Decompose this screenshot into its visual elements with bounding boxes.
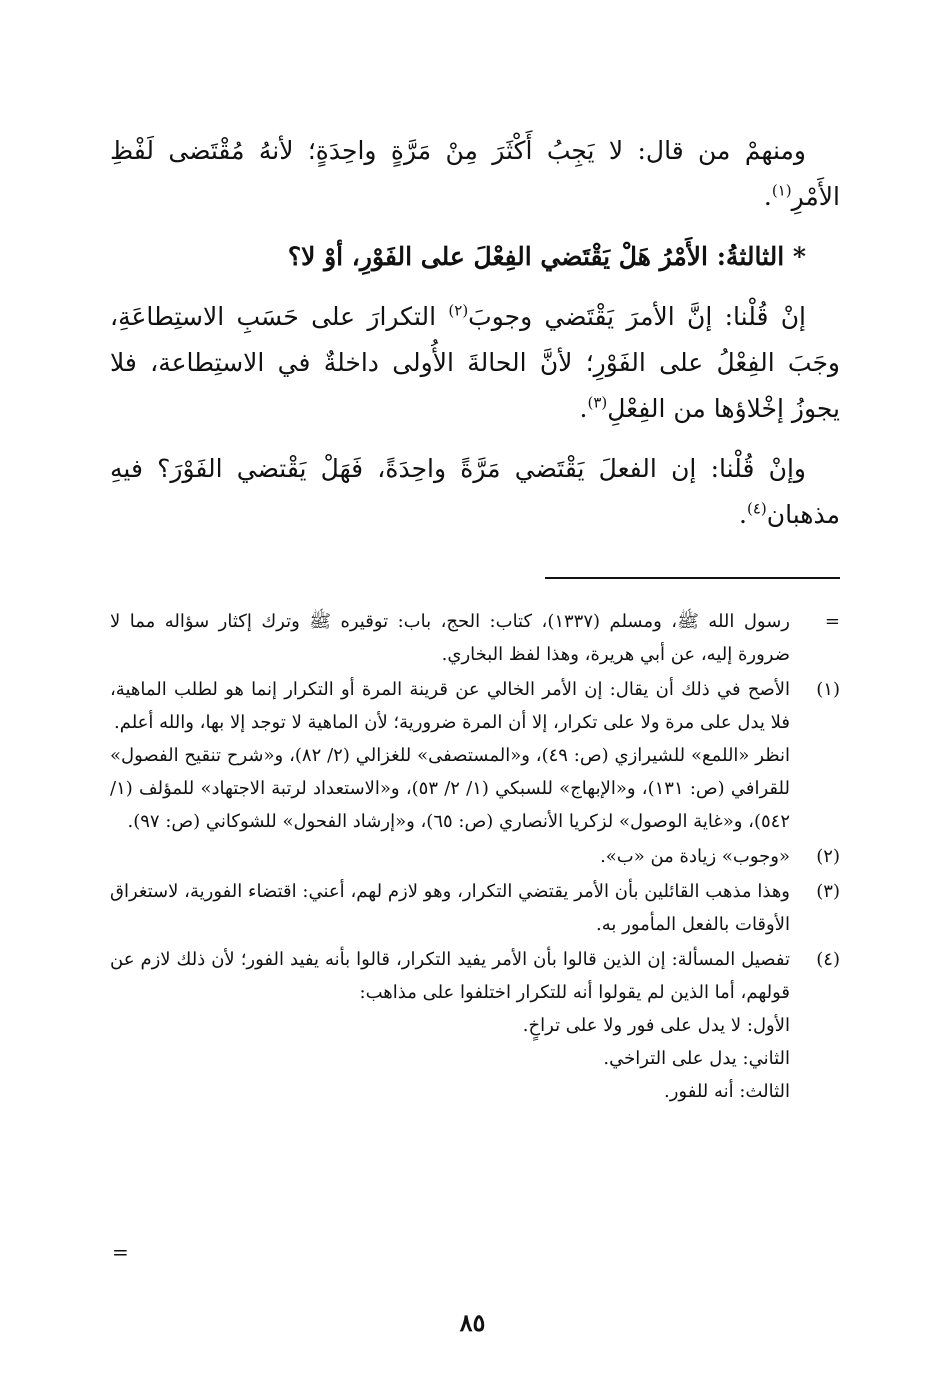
footnote-ref-3[interactable]: (٣) bbox=[587, 393, 608, 412]
footnote-2: (٢) «وجوب» زيادة من «ب». bbox=[110, 840, 840, 873]
footnote-4-item-2: الثاني: يدل على التراخي. bbox=[603, 1048, 790, 1069]
footnote-ref-2[interactable]: (٢) bbox=[448, 301, 469, 320]
paragraph-3: وإنْ قُلْنا: إن الفعلَ يَقْتَضي مَرَّةً واحِدَةً، فَهَلْ يَقْتضي الفَوْرَ؟ فيهِ مذهبان$^{(٤)}$. bbox=[110, 454, 840, 529]
footnotes bbox=[110, 605, 840, 1110]
footnote-continuation: = رسول الله ﷺ، ومسلم (١٣٣٧)، كتاب: الحج، باب: توقيره ﷺ وترك إكثار سؤاله مما لا ضرورة إليه، عن أبي هريرة، وهذا لفظ البخاري. bbox=[110, 605, 840, 671]
footnote-4: (٤) تفصيل المسألة: إن الذين قالوا بأن الأمر يفيد التكرار، قالوا بأنه يفيد الفور؛ لأن ذلك لازم عن قولهم، أما الذين لم يقولوا أنه للتكرار اختلفوا على مذاهب: الأول: لا يدل على فور ولا على تراخٍ. الثاني: يدل على التراخي. الثالث: أنه للفور. bbox=[110, 943, 840, 1108]
continuation-marker: = bbox=[824, 611, 840, 632]
continued-marker: = bbox=[112, 1240, 129, 1264]
footnote-separator bbox=[545, 577, 840, 579]
footnote-3: (٣) وهذا مذهب القائلين بأن الأمر يقتضي التكرار، وهو لازم لهم، أعني: اقتضاء الفورية، لاستغراق الأوقات بالفعل المأمور به. bbox=[110, 875, 840, 941]
footnote-1: (١) الأصح في ذلك أن يقال: إن الأمر الخالي عن قرينة المرة أو التكرار إنما هو لطلب الماهية، فلا يدل على مرة ولا على تكرار، إلا أن المرة ضرورية؛ لأن الماهية لا توجد إلا بها، والله أعلم. انظر «اللمع» للشيرازي (ص: ٤٩)، و«المستصفى» للغزالي (٢/ ٨٢)، و«شرح تنقيح الفصول» للقرافي (ص: ١٣١)، و«الإبهاج» للسبكي (١/ ٢/ ٥٣)، و«الاستعداد لرتبة الاجتهاد» للمؤلف (١/ ٥٤٢)، و«غاية الوصول» لزكريا الأنصاري (ص: ٦٥)، و«إرشاد الفحول» للشوكاني (ص: ٩٧). bbox=[110, 673, 840, 838]
paragraph-2: إنْ قُلْنا: إنَّ الأمرَ يَقْتَضي وجوبَ$^{(٢)}$ التكرارَ على حَسَبِ الاستِطاعَةِ، وجَبَ الفِعْلُ على الفَوْرِ؛ لأنَّ الحالةَ الأُولى داخلةٌ في الاستِطاعة، فلا يجوزُ إخْلاؤها من الفِعْلِ$^{(٣)}$. bbox=[110, 301, 840, 423]
footnote-ref-1[interactable]: (١) bbox=[771, 181, 792, 200]
footnote-ref-4[interactable]: (٤) bbox=[747, 499, 767, 518]
paragraph-1: ومنهمْ من قال: لا يَجِبُ أَكْثَرَ مِنْ مَرَّةٍ واحِدَةٍ؛ لأنهُ مُقْتَضى لَفْظِ الأَمْرِ$^{(١)}$. bbox=[110, 136, 840, 211]
footnote-number-1: (١) bbox=[816, 679, 840, 700]
footnote-4-item-1: الأول: لا يدل على فور ولا على تراخٍ. bbox=[522, 1015, 790, 1036]
footnote-number-3: (٣) bbox=[816, 881, 840, 902]
section-heading: * الثالثةُ: الأَمْرُ هَلْ يَقْتَضي الفِعْلَ على الفَوْرِ، أوْ لا؟ bbox=[287, 242, 806, 271]
footnote-4-item-3: الثالث: أنه للفور. bbox=[664, 1081, 790, 1102]
page-number: ٨٥ bbox=[459, 1308, 486, 1337]
footnote-number-4: (٤) bbox=[816, 949, 840, 970]
main-text bbox=[110, 128, 840, 552]
footnote-number-2: (٢) bbox=[816, 846, 840, 867]
